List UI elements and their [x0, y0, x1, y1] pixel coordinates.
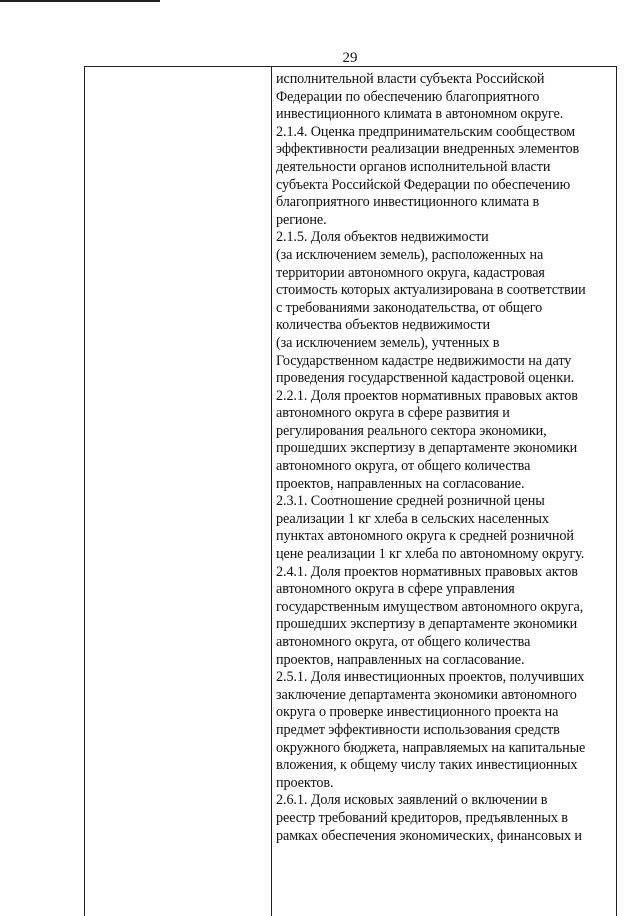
text-line: 2.1.4. Оценка предпринимательским сообществом [276, 123, 576, 140]
text-line: реестр требований кредиторов, предъявленных в [276, 809, 568, 826]
text-line: исполнительной власти субъекта Российской [276, 71, 545, 87]
text-line: вложения, к общему числу таких инвестиционных [276, 757, 578, 774]
text-line: Государственном кадастре недвижимости на дату [276, 352, 572, 369]
top-edge-rule [0, 0, 160, 2]
text-line: автономного округа в сфере управления [276, 581, 515, 598]
text-line: благоприятного инвестиционного климата в [276, 194, 540, 211]
text-line: субъекта Российской Федерации по обеспечению [276, 176, 571, 193]
text-line: регулирования реального сектора экономики, [276, 422, 547, 439]
text-line: государственным имуществом автономного округа, [276, 598, 584, 615]
text-line: 2.4.1. Доля проектов нормативных правовых актов [276, 563, 578, 580]
text-line: предмет эффективности использования средств [276, 721, 560, 738]
text-line: проектов, направленных на согласование. [276, 475, 525, 492]
text-line: (за исключением земель), расположенных на [276, 246, 544, 263]
text-line: проведения государственной кадастровой оценки. [276, 370, 575, 387]
text-line: рамках обеспечения экономических, финансовых и [276, 827, 582, 844]
text-line: пунктах автономного округа к средней розничной [276, 528, 574, 545]
text-line: Федерации по обеспечению благоприятного [276, 88, 540, 105]
text-line: 2.2.1. Доля проектов нормативных правовых актов [276, 387, 578, 404]
page-number: 29 [342, 50, 358, 66]
text-line: окружного бюджета, направляемых на капитальные [276, 739, 586, 756]
text-line: стоимость которых актуализирована в соответствии [276, 282, 586, 299]
document-table [84, 66, 617, 916]
text-line: автономного округа, от общего количества [276, 634, 531, 650]
text-line: проектов. [276, 774, 334, 791]
text-line: с требованиями законодательства, от общего [276, 299, 543, 316]
text-line: 2.5.1. Доля инвестиционных проектов, получивших [276, 669, 585, 686]
table-left-cell [85, 67, 271, 916]
text-line: прошедших экспертизу в департаменте экономики [276, 440, 578, 457]
text-line: 2.6.1. Доля исковых заявлений о включении в [276, 792, 548, 809]
text-line: эффективности реализации внедренных элементов [276, 141, 580, 158]
text-line: деятельности органов исполнительной власти [276, 158, 551, 175]
text-line: автономного округа в сфере развития и [276, 405, 510, 422]
text-line: реализации 1 кг хлеба в сельских населенных [276, 510, 549, 527]
text-line: округа о проверке инвестиционного проекта на [276, 704, 559, 721]
text-line: инвестиционного климата в автономном округе. [276, 106, 564, 123]
text-line: территории автономного округа, кадастровая [276, 264, 545, 281]
text-line: 2.1.5. Доля объектов недвижимости [276, 229, 489, 246]
text-line: 2.3.1. Соотношение средней розничной цены [276, 493, 545, 510]
text-line: (за исключением земель), учтенных в [276, 334, 500, 351]
text-line: количества объектов недвижимости [276, 317, 490, 334]
text-line: цене реализации 1 кг хлеба по автономному округу. [276, 546, 585, 563]
text-line: регионе. [276, 211, 327, 228]
text-line: автономного округа, от общего количества [276, 458, 531, 475]
text-line: прошедших экспертизу в департаменте экономики [276, 616, 578, 633]
table-right-cell [272, 67, 618, 916]
text-line: проектов, направленных на согласование. [276, 651, 525, 668]
text-line: заключение департамента экономики автономного [276, 686, 577, 703]
